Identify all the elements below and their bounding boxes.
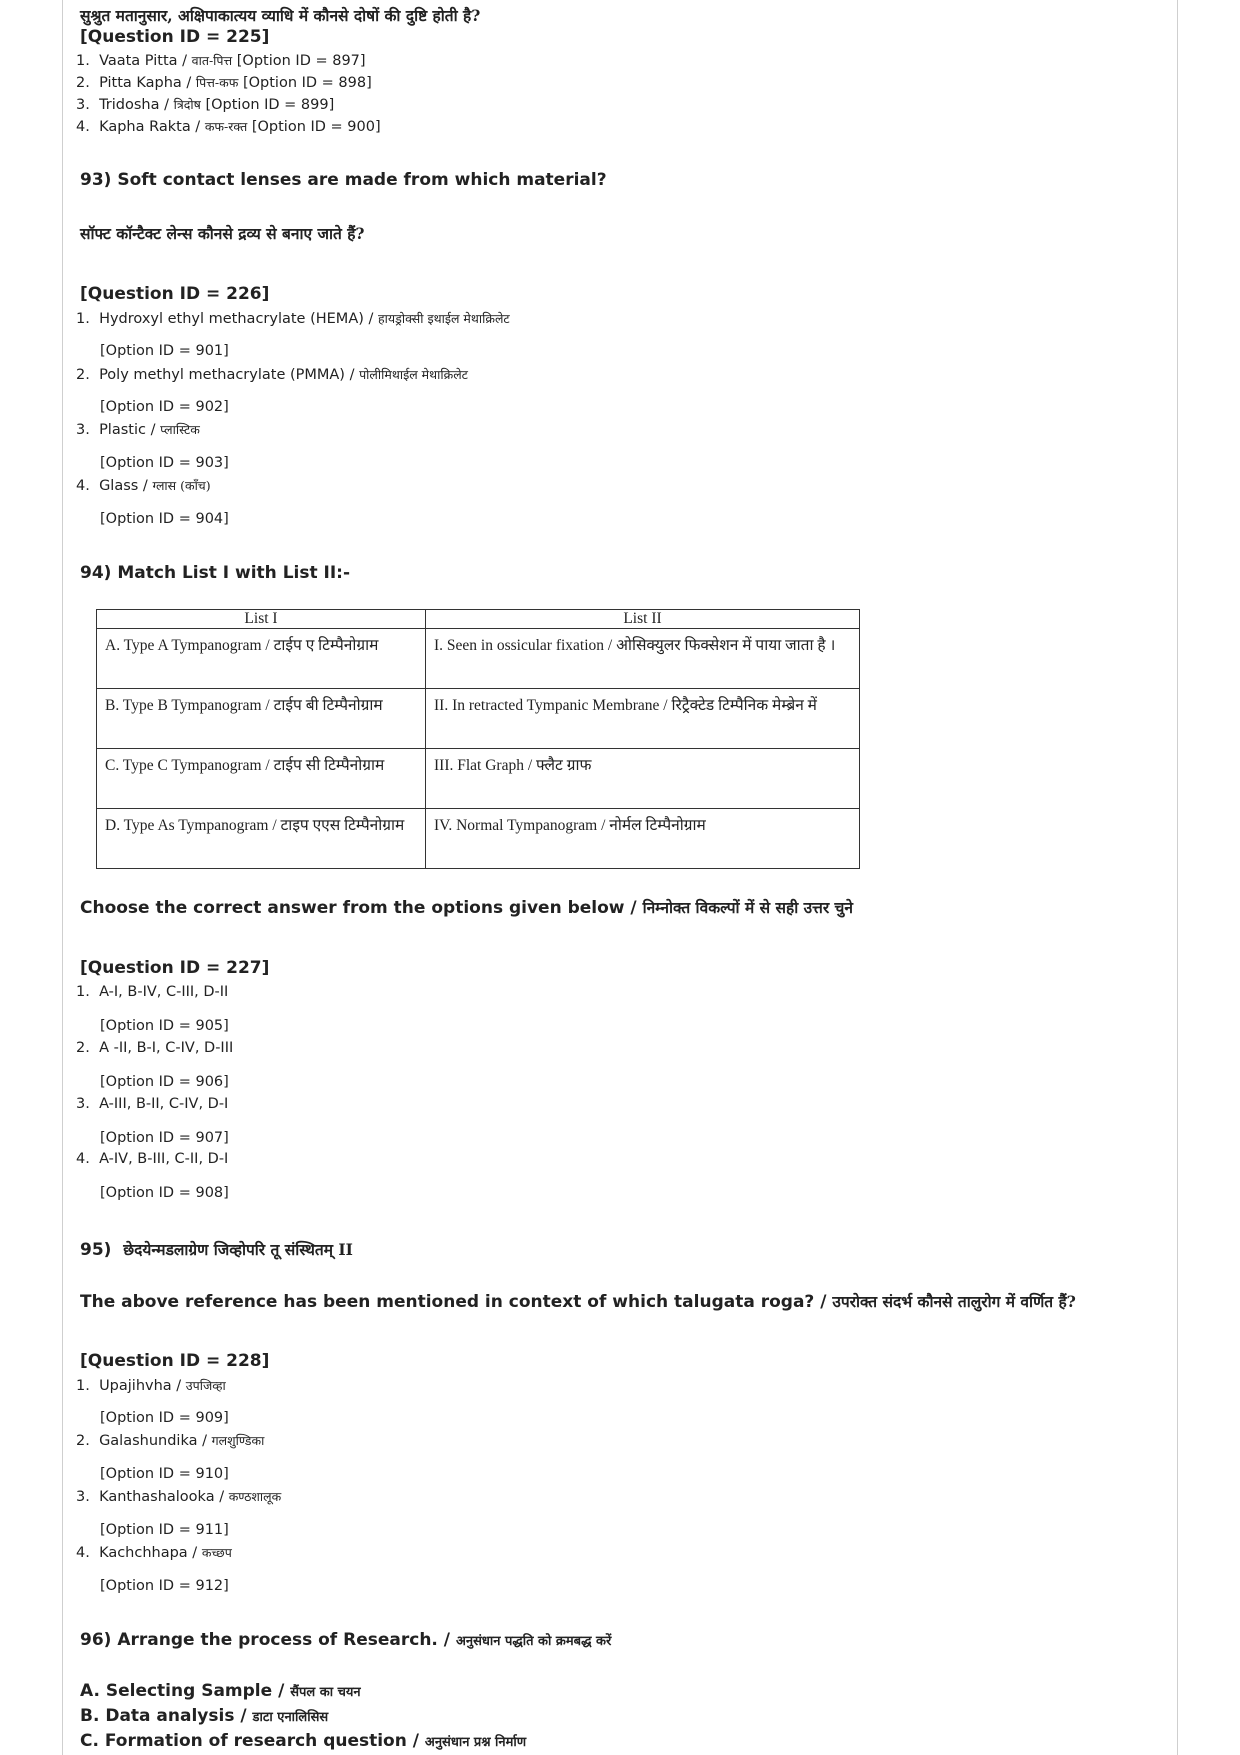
q93-question-id: [Question ID = 226] — [80, 284, 270, 304]
table-cell: A. Type A Tympanogram / टाईप ए टिम्पैनोग्राम — [97, 629, 426, 689]
q94-option-3: 3. A-III, B-II, C-IV, D-I — [76, 1096, 229, 1112]
table-row — [97, 749, 860, 809]
list-2-header: List II — [426, 610, 860, 629]
q94-option-1-id: [Option ID = 905] — [100, 1018, 229, 1034]
q96-item-c: C. Formation of research question / अनुसंधान प्रश्न निर्माण — [80, 1731, 527, 1751]
q95-option-2-id: [Option ID = 910] — [100, 1466, 229, 1482]
q94-title: 94) Match List I with List II:- — [80, 563, 351, 583]
q95-option-4-id: [Option ID = 912] — [100, 1578, 229, 1594]
q92-option-3: 3. Tridosha / त्रिदोष [Option ID = 899] — [76, 97, 335, 113]
q96-title: 96) Arrange the process of Research. / अनुसंधान पद्धति को क्रमबद्ध करें — [80, 1630, 612, 1650]
q92-question-id: [Question ID = 225] — [80, 27, 270, 47]
match-table — [96, 609, 860, 869]
q93-option-4-id: [Option ID = 904] — [100, 511, 229, 527]
q95-title: 95) छेदयेन्मडलाग्रेण जिव्होपरि तू संस्थितम् II — [80, 1240, 353, 1260]
q95-option-2: 2. Galashundika / गलशुण्डिका — [76, 1433, 265, 1449]
table-cell: II. In retracted Tympanic Membrane / रिट्रैक्टेड टिम्पैनिक मेम्ब्रेन में — [426, 689, 860, 749]
table-row — [97, 689, 860, 749]
q95-reference-question: The above reference has been mentioned in context of which talugata roga? / उपरोक्त संदर्भ कौनसे तालुरोग में वर्णित हैं? — [80, 1292, 1076, 1312]
q93-option-3: 3. Plastic / प्लास्टिक — [76, 422, 200, 438]
q95-option-1-id: [Option ID = 909] — [100, 1410, 229, 1426]
table-row — [97, 629, 860, 689]
q94-choose-instruction: Choose the correct answer from the options given below / निम्नोक्त विकल्पों में से सही उत्तर चुने — [80, 898, 854, 918]
q94-question-id: [Question ID = 227] — [80, 958, 270, 978]
q95-option-1: 1. Upajihvha / उपजिव्हा — [76, 1378, 226, 1394]
q93-title: 93) Soft contact lenses are made from which material? — [80, 170, 607, 190]
q93-option-3-id: [Option ID = 903] — [100, 455, 229, 471]
q93-hindi-text: सॉफ्ट कॉन्टैक्ट लेन्स कौनसे द्रव्य से बनाए जाते हैं? — [80, 224, 365, 243]
q92-option-4: 4. Kapha Rakta / कफ-रक्त [Option ID = 900] — [76, 119, 381, 135]
list-1-header: List I — [97, 610, 426, 629]
q94-option-1: 1. A-I, B-IV, C-III, D-II — [76, 984, 229, 1000]
table-cell: III. Flat Graph / फ्लैट ग्राफ — [426, 749, 860, 809]
q94-option-3-id: [Option ID = 907] — [100, 1130, 229, 1146]
q92-option-1: 1. Vaata Pitta / वात-पित्त [Option ID = 897] — [76, 53, 366, 69]
q93-option-1-id: [Option ID = 901] — [100, 343, 229, 359]
q95-option-3-id: [Option ID = 911] — [100, 1522, 229, 1538]
q96-item-b: B. Data analysis / डाटा एनालिसिस — [80, 1706, 329, 1726]
q93-option-1: 1. Hydroxyl ethyl methacrylate (HEMA) / हायड्रोक्सी इथाईल मेथाक्रिलेट — [76, 311, 510, 327]
q94-option-4-id: [Option ID = 908] — [100, 1185, 229, 1201]
q93-option-4: 4. Glass / ग्लास (काँच) — [76, 478, 211, 494]
q92-option-2: 2. Pitta Kapha / पित्त-कफ [Option ID = 898] — [76, 75, 372, 91]
q95-option-3: 3. Kanthashalooka / कण्ठशालूक — [76, 1489, 282, 1505]
table-cell: D. Type As Tympanogram / टाइप एएस टिम्पैनोग्राम — [97, 809, 426, 869]
q93-option-2-id: [Option ID = 902] — [100, 399, 229, 415]
q95-option-4: 4. Kachchhapa / कच्छप — [76, 1545, 232, 1561]
table-row — [97, 809, 860, 869]
q94-option-2-id: [Option ID = 906] — [100, 1074, 229, 1090]
q96-item-a: A. Selecting Sample / सैंपल का चयन — [80, 1681, 361, 1701]
table-cell: I. Seen in ossicular fixation / ओसिक्युलर फिक्सेशन में पाया जाता है । — [426, 629, 860, 689]
table-cell: B. Type B Tympanogram / टाईप बी टिम्पैनोग्राम — [97, 689, 426, 749]
table-cell: IV. Normal Tympanogram / नोर्मल टिम्पैनोग्राम — [426, 809, 860, 869]
q93-option-2: 2. Poly methyl methacrylate (PMMA) / पोलीमिथाईल मेथाक्रिलेट — [76, 367, 468, 383]
q94-option-2: 2. A -II, B-I, C-IV, D-III — [76, 1040, 234, 1056]
q92-hindi-text: सुश्रुत मतानुसार, अक्षिपाकात्यय व्याधि में कौनसे दोषों की दुष्टि होती है? — [80, 6, 481, 25]
q94-option-4: 4. A-IV, B-III, C-II, D-I — [76, 1151, 229, 1167]
table-cell: C. Type C Tympanogram / टाईप सी टिम्पैनोग्राम — [97, 749, 426, 809]
q95-question-id: [Question ID = 228] — [80, 1351, 270, 1371]
